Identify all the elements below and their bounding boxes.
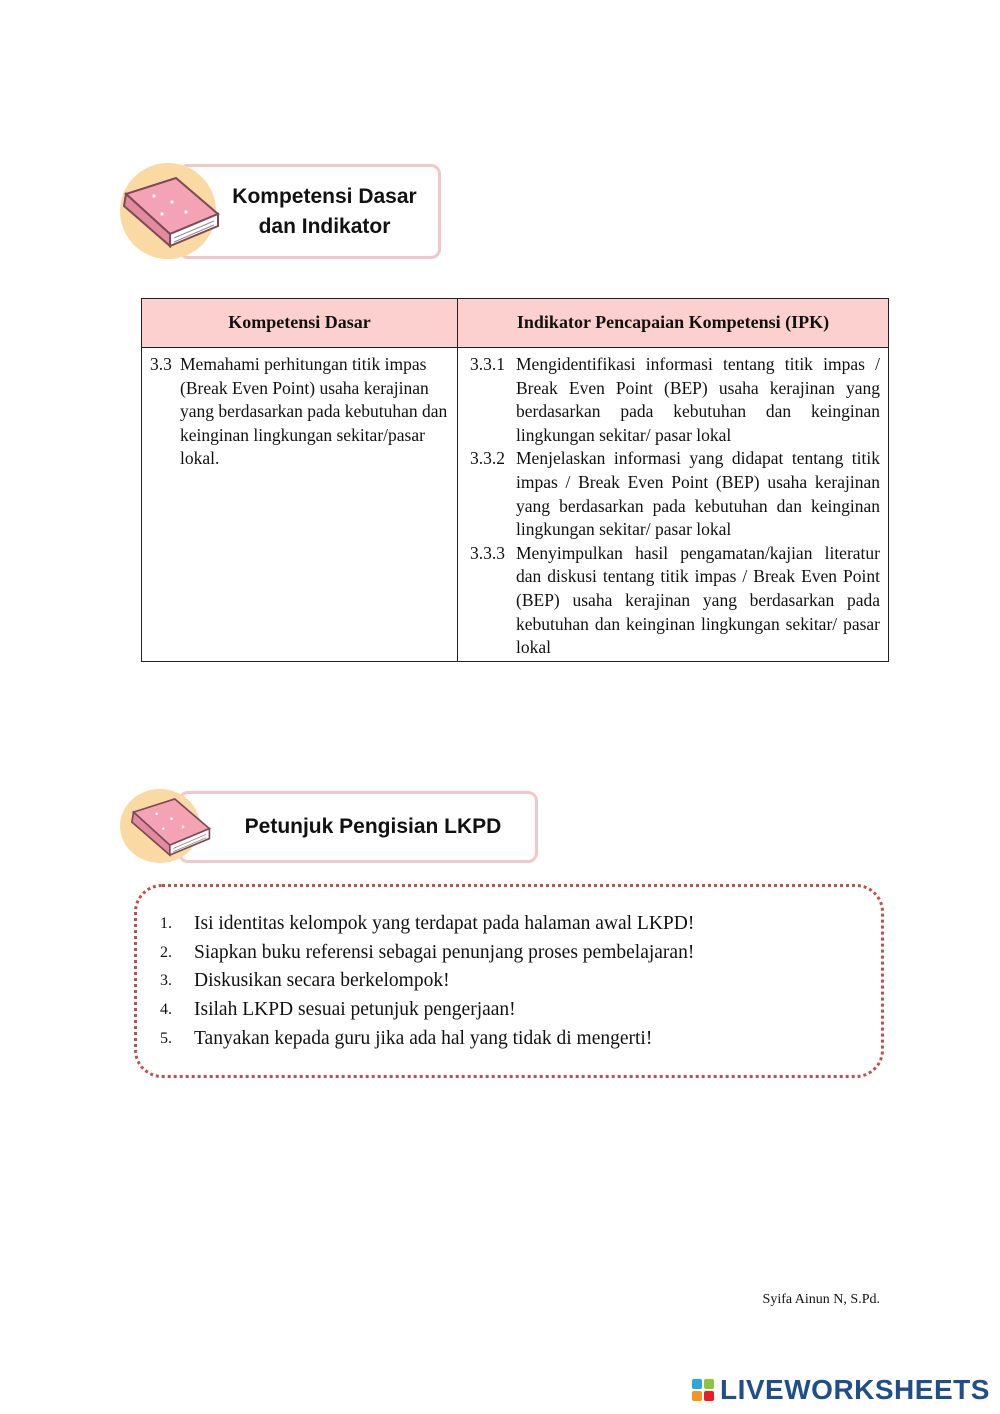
- list-item: [160, 939, 694, 968]
- table-header-ipk: Indikator Pencapaian Kompetensi (IPK): [458, 299, 889, 348]
- ipk-text: Menyimpulkan hasil pengamatan/kajian literatur dan diskusi tentang titik impas / Break Even Point (BEP) usaha kerajinan yang berdasarkan pada kebutuhan dan keinginan lingkungan sekitar/ pasar lokal: [516, 542, 880, 658]
- ipk-number: 3.3.1: [470, 354, 505, 374]
- brand-name: LIVEWORKSHEETS: [720, 1374, 990, 1405]
- kd-cell: [142, 348, 458, 662]
- ipk-cell: [458, 348, 889, 662]
- kd-item: [150, 353, 449, 471]
- petunjuk-list: [160, 910, 694, 1054]
- ipk-number: 3.3.2: [470, 448, 505, 469]
- ipk-item: [470, 353, 880, 447]
- section-title-line1: Kompetensi Dasar: [232, 184, 417, 208]
- list-item: [160, 1025, 694, 1054]
- kd-number: 3.3: [150, 354, 172, 374]
- ipk-text: Mengidentifikasi informasi tentang titik impas / Break Even Point (BEP) usaha kerajinan yang berdasarkan pada kebutuhan dan keinginan lingkungan sekitar/ pasar lokal: [516, 354, 880, 445]
- item-number: 3.: [160, 972, 172, 990]
- section-title-line2: dan Indikator: [258, 214, 391, 238]
- item-text: Isi identitas kelompok yang terdapat pada halaman awal LKPD!: [194, 913, 695, 934]
- item-number: 5.: [160, 1029, 172, 1047]
- item-text: Tanyakan kepada guru jika ada hal yang tidak di mengerti!: [194, 1027, 653, 1049]
- section-header-petunjuk: [178, 791, 538, 863]
- ipk-text: Menjelaskan informasi yang didapat tentang titik impas / Break Even Point (BEP) usaha kerajinan yang berdasarkan pada kebutuhan dan keinginan lingkungan sekitar/ pasar lokal: [516, 448, 880, 540]
- item-number: 1.: [160, 915, 172, 932]
- table-header-kd: Kompetensi Dasar: [142, 299, 458, 348]
- ipk-number: 3.3.3: [470, 542, 505, 563]
- item-text: Siapkan buku referensi sebagai penunjang proses pembelajaran!: [194, 941, 695, 963]
- liveworksheets-icon: [692, 1379, 714, 1401]
- kd-text: Memahami perhitungan titik impas (Break Even Point) usaha kerajinan yang berdasarkan pada kebutuhan dan keinginan lingkungan sekitar/pasar lokal.: [180, 354, 448, 469]
- liveworksheets-logo[interactable]: [692, 1374, 990, 1406]
- ipk-item: [470, 447, 880, 541]
- item-number: 4.: [160, 1001, 172, 1019]
- list-item: [160, 996, 694, 1025]
- book-icon: [114, 794, 224, 860]
- item-text: Diskusikan secara berkelompok!: [194, 970, 450, 992]
- book-icon: [114, 172, 224, 252]
- section2-title: Petunjuk Pengisian LKPD: [244, 815, 502, 838]
- item-number: 2.: [160, 943, 172, 961]
- item-text: Isilah LKPD sesuai petunjuk pengerjaan!: [194, 999, 516, 1021]
- list-item: [160, 967, 694, 996]
- author-signature: Syifa Ainun N, S.Pd.: [762, 1292, 880, 1307]
- ipk-item: [470, 542, 880, 660]
- kd-table: [141, 298, 889, 662]
- list-item: [160, 910, 694, 939]
